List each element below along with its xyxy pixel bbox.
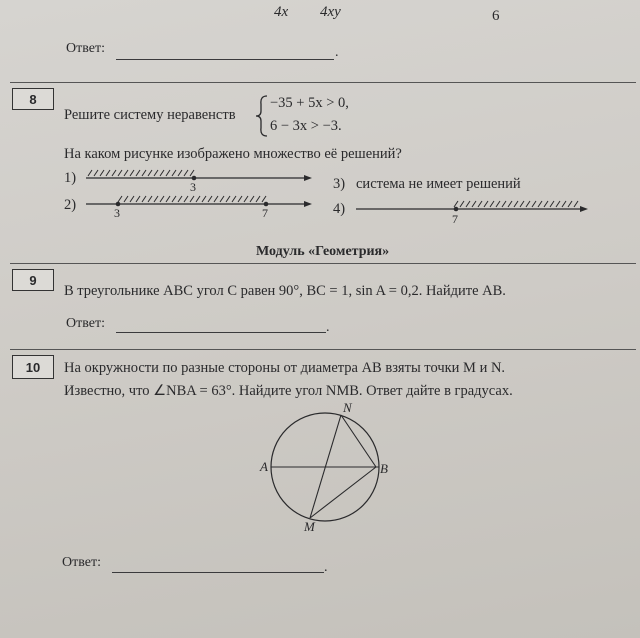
task-9-number-box (12, 269, 54, 291)
top-fragment-tail: 6 (492, 8, 500, 24)
task-10-separator (10, 349, 636, 350)
task-8-question: На каком рисунке изображено множество её решений? (64, 146, 402, 162)
chord-nb (341, 415, 376, 467)
answer-dot-7: . (335, 45, 339, 60)
answer-dot-10: . (324, 560, 328, 575)
option-2-number-line[interactable] (86, 192, 316, 220)
task-10-number: 10 (25, 359, 41, 375)
option-4-number-line[interactable] (356, 197, 596, 227)
point-b-label: B (380, 461, 388, 476)
task-8-separator (10, 82, 636, 83)
point-a-label: A (260, 459, 268, 474)
task-9-number: 9 (29, 272, 37, 288)
task-10-line-2: Известно, что ∠NBA = 63°. Найдите угол NMB. Ответ дайте в градусах. (64, 383, 513, 399)
task-9-separator (10, 263, 636, 264)
option-1-number-line[interactable] (86, 166, 316, 194)
task-8-number: 8 (29, 91, 37, 107)
top-fragment-right: 4xy (320, 4, 341, 20)
option-4-tick-7: 7 (452, 212, 458, 226)
answer-label-10: Ответ: (62, 555, 101, 570)
option-3-text: система не имеет решений (356, 176, 521, 192)
inequality-1: −35 + 5x > 0, (270, 95, 349, 111)
system-brace (255, 94, 269, 138)
top-fragment-left: 4x (274, 4, 289, 20)
task-10-line-1: На окружности по разные стороны от диаметра AB взяты точки M и N. (64, 360, 506, 376)
option-2-tick-3: 3 (114, 206, 120, 220)
answer-dot-9: . (326, 320, 330, 335)
task-9-text: В треугольнике ABC угол C равен 90°, BC = 1, sin A = 0,2. Найдите AB. (64, 283, 506, 299)
task-8-number-box (12, 88, 54, 110)
point-m-label: M (304, 519, 315, 534)
answer-label-7: Ответ: (66, 41, 105, 56)
option-1-label: 1) (64, 170, 77, 186)
option-4-label: 4) (333, 201, 346, 217)
task-10-number-box (12, 355, 54, 379)
answer-field-9[interactable] (116, 332, 326, 333)
option-4-point-7 (454, 207, 459, 212)
option-2-label: 2) (64, 197, 77, 213)
option-1-tick-3: 3 (190, 180, 196, 194)
circle-figure (260, 400, 396, 534)
answer-field-10[interactable] (112, 572, 324, 573)
task-8-prompt: Решите систему неравенств (64, 107, 236, 123)
section-title: Модуль «Геометрия» (256, 244, 390, 259)
answer-label-9: Ответ: (66, 316, 105, 331)
inequality-2: 6 − 3x > −3. (270, 118, 342, 134)
option-2-tick-7: 7 (262, 206, 268, 220)
point-n-label: N (343, 400, 352, 415)
option-3-label: 3) (333, 176, 346, 192)
chord-mb (310, 467, 376, 518)
answer-field-7[interactable] (116, 59, 334, 60)
